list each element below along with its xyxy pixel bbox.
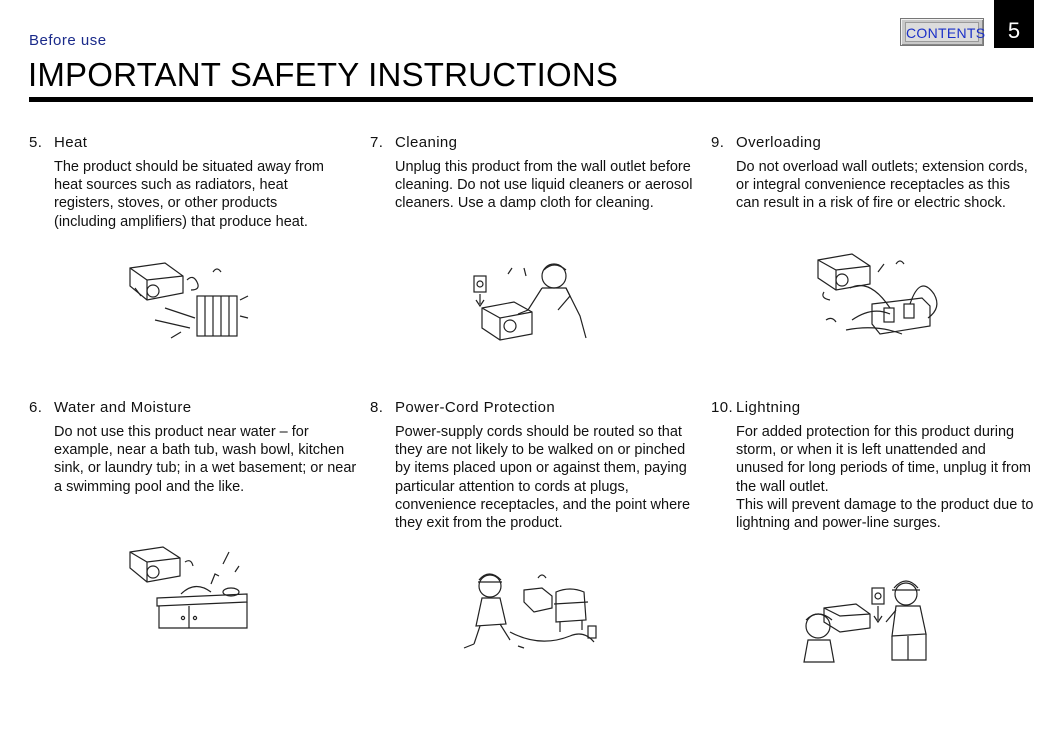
- item-heading: [711, 399, 1036, 419]
- item-heading: [370, 399, 700, 419]
- item-body: Do not overload wall outlets; extension cords, or integral convenience receptacles as this can result in a risk of fire or electric shock.: [736, 159, 1028, 212]
- item-number: 6.: [29, 399, 43, 416]
- item-heat: [29, 134, 329, 231]
- item-lightning: [711, 399, 1036, 532]
- item-number: 5.: [29, 134, 43, 151]
- item-title: Heat: [54, 134, 88, 151]
- item-heading: [711, 134, 1036, 154]
- item-title: Water and Moisture: [54, 399, 192, 416]
- item-overloading: [711, 134, 1036, 213]
- item-title: Power-Cord Protection: [395, 399, 556, 416]
- item-body: The product should be situated away from heat sources such as radiators, heat registers, stoves, or other products (including amplifiers) that produce heat.: [54, 159, 325, 230]
- item-number: 7.: [370, 134, 384, 151]
- item-title: Cleaning: [395, 134, 458, 151]
- item-power-cord-protection: [370, 399, 700, 532]
- item-body: Unplug this product from the wall outlet before cleaning. Do not use liquid cleaners or aerosol cleaners. Use a damp cloth for cleaning.: [395, 159, 693, 212]
- contents-button[interactable]: [900, 18, 984, 46]
- heat-illustration: [125, 258, 250, 343]
- item-heading: [29, 399, 359, 419]
- item-body: Power-supply cords should be routed so that they are not likely to be walked on or pinched by items placed upon or against them, paying particular attention to cords at plugs, convenience receptacles, and the point where they exit from the product.: [395, 424, 691, 532]
- item-title: Lightning: [736, 399, 801, 416]
- page-title: IMPORTANT SAFETY INSTRUCTIONS: [28, 56, 619, 93]
- item-water-moisture: [29, 399, 359, 496]
- section-label: Before use: [29, 32, 107, 49]
- item-number: 8.: [370, 399, 384, 416]
- water-moisture-illustration: [125, 542, 250, 632]
- contents-button-label: CONTENTS: [905, 22, 979, 42]
- item-body: Do not use this product near water – for example, near a bath tub, wash bowl, kitchen sink, or laundry tub; in a wet basement; or near a swimming pool and the like.: [54, 424, 357, 495]
- cleaning-illustration: [468, 256, 596, 346]
- lightning-illustration: [800, 570, 940, 665]
- item-heading: [370, 134, 700, 154]
- overloading-illustration: [812, 250, 944, 345]
- item-title: Overloading: [736, 134, 822, 151]
- item-cleaning: [370, 134, 700, 213]
- page-number: 5: [994, 0, 1034, 48]
- item-body: [736, 423, 1036, 532]
- item-body-paragraph: This will prevent damage to the product due to lightning and power-line surges.: [736, 496, 1034, 532]
- item-number: 10.: [711, 399, 734, 416]
- item-heading: [29, 134, 329, 154]
- title-rule: [29, 97, 1033, 102]
- item-body-paragraph: For added protection for this product during storm, or when it is left unattended and unused for long periods of time, unplug it from the wall outlet.: [736, 424, 1031, 495]
- item-number: 9.: [711, 134, 725, 151]
- power-cord-illustration: [460, 566, 600, 651]
